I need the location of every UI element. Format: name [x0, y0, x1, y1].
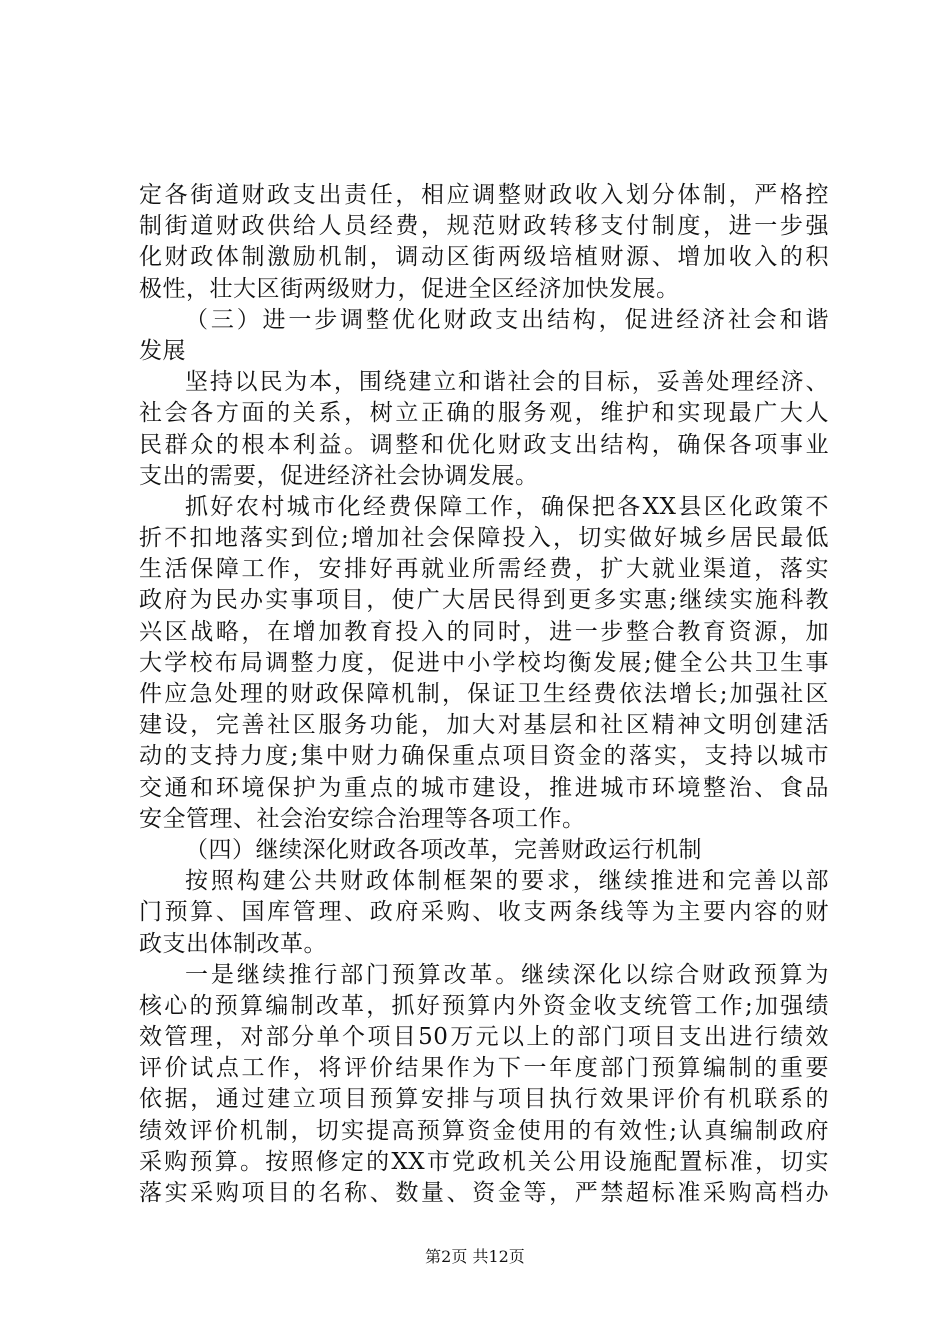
text-line: 坚持以民为本，围绕建立和谐社会的目标，妥善处理经济、: [185, 369, 829, 396]
text-line: 抓好农村城市化经费保障工作，确保把各XX县区化政策不: [185, 493, 829, 520]
text-line: 按照构建公共财政体制框架的要求，继续推进和完善以部: [185, 868, 829, 895]
section-heading-line: 发展: [139, 337, 186, 364]
text-line: 大学校布局调整力度，促进中小学校均衡发展;健全公共卫生事: [139, 649, 829, 676]
text-line: 依据，通过建立项目预算安排与项目执行效果评价有机联系的: [139, 1086, 829, 1113]
text-line: 件应急处理的财政保障机制，保证卫生经费依法增长;加强社区: [139, 681, 829, 707]
text-line: 社会各方面的关系，树立正确的服务观，维护和实现最广大人: [139, 400, 829, 427]
text-line: 极性，壮大区街两级财力，促进全区经济加快发展。: [139, 275, 680, 302]
text-line: 化财政体制激励机制，调动区街两级培植财源、增加收入的积: [139, 244, 829, 271]
text-line: 折不扣地落实到位;增加社会保障投入，切实做好城乡居民最低: [139, 525, 829, 552]
text-line: 评价试点工作，将评价结果作为下一年度部门预算编制的重要: [139, 1055, 829, 1082]
document-body: [139, 180, 829, 1209]
text-line: 定各街道财政支出责任，相应调整财政收入划分体制，严格控: [139, 182, 829, 208]
text-line: 一是继续推行部门预算改革。继续深化以综合财政预算为: [185, 961, 829, 988]
text-line: 政支出体制改革。: [139, 930, 327, 957]
text-line: 交通和环境保护为重点的城市建设，推进城市环境整治、食品: [139, 774, 829, 801]
text-line: 政府为民办实事项目，使广大居民得到更多实惠;继续实施科教: [139, 587, 829, 614]
text-line: 兴区战略，在增加教育投入的同时，进一步整合教育资源，加: [139, 618, 829, 645]
text-line: 落实采购项目的名称、数量、资金等，严禁超标准采购高档办: [139, 1180, 829, 1206]
text-line: 安全管理、社会治安综合治理等各项工作。: [139, 805, 586, 832]
section-heading-line: （四）继续深化财政各项改革，完善财政运行机制: [185, 836, 702, 863]
text-line: 门预算、国库管理、政府采购、收支两条线等为主要内容的财: [139, 899, 829, 926]
text-line: 核心的预算编制改革，抓好预算内外资金收支统管工作;加强绩: [139, 992, 829, 1019]
text-line: 动的支持力度;集中财力确保重点项目资金的落实，支持以城市: [139, 743, 829, 770]
text-line: 绩效评价机制，切实提高预算资金使用的有效性;认真编制政府: [139, 1117, 829, 1144]
text-line: 制街道财政供给人员经费，规范财政转移支付制度，进一步强: [139, 213, 829, 240]
text-line: 生活保障工作，安排好再就业所需经费，扩大就业渠道，落实: [139, 556, 829, 583]
page-number-footer: 第2页 共12页: [425, 1247, 525, 1266]
text-line: 采购预算。按照修定的XX市党政机关公用设施配置标准，切实: [139, 1148, 829, 1175]
text-line: 效管理，对部分单个项目50万元以上的部门项目支出进行绩效: [139, 1024, 829, 1051]
text-line: 支出的需要，促进经济社会协调发展。: [139, 462, 539, 489]
text-line: 建设，完善社区服务功能，加大对基层和社区精神文明创建活: [139, 712, 829, 739]
text-line: 民群众的根本利益。调整和优化财政支出结构，确保各项事业: [139, 431, 829, 458]
section-heading-line: （三）进一步调整优化财政支出结构，促进经济社会和谐: [185, 306, 829, 333]
